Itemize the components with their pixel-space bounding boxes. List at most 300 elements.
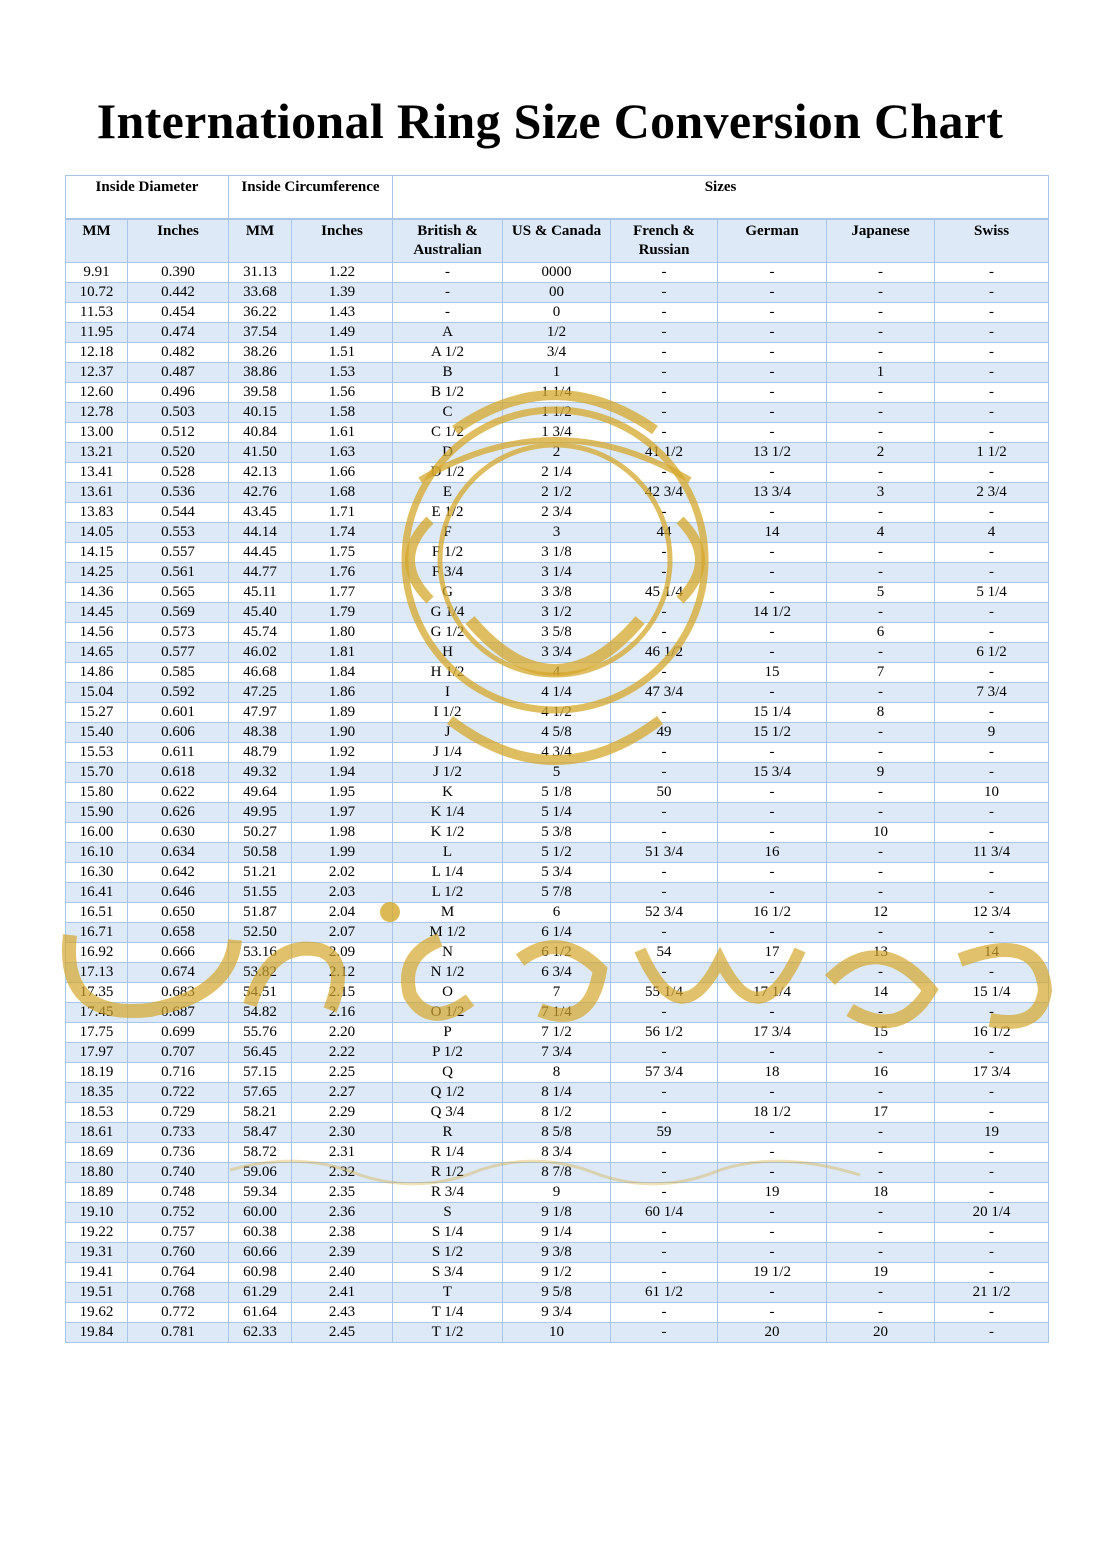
table-row <box>66 1043 1049 1063</box>
cell-circumference-mm: 31.13 <box>229 263 292 283</box>
cell-circumference-mm: 37.54 <box>229 323 292 343</box>
table-row <box>66 943 1049 963</box>
cell-japanese: - <box>827 343 935 363</box>
table-row <box>66 1063 1049 1083</box>
cell-japanese: - <box>827 283 935 303</box>
table-row <box>66 403 1049 423</box>
cell-british-australian: K 1/2 <box>393 823 503 843</box>
cell-diameter-inches: 0.606 <box>128 723 229 743</box>
cell-circumference-inches: 1.81 <box>292 643 393 663</box>
cell-diameter-inches: 0.622 <box>128 783 229 803</box>
cell-circumference-inches: 1.94 <box>292 763 393 783</box>
cell-japanese: 4 <box>827 523 935 543</box>
cell-circumference-mm: 45.40 <box>229 603 292 623</box>
cell-circumference-mm: 36.22 <box>229 303 292 323</box>
table-row <box>66 483 1049 503</box>
cell-japanese: - <box>827 743 935 763</box>
cell-british-australian: J 1/4 <box>393 743 503 763</box>
cell-circumference-inches: 1.56 <box>292 383 393 403</box>
cell-japanese: - <box>827 563 935 583</box>
cell-us-canada: 4 3/4 <box>503 743 611 763</box>
cell-german: - <box>718 363 827 383</box>
cell-diameter-mm: 14.15 <box>66 543 128 563</box>
cell-french-russian: - <box>611 423 718 443</box>
cell-circumference-mm: 61.29 <box>229 1283 292 1303</box>
cell-circumference-inches: 1.92 <box>292 743 393 763</box>
cell-circumference-inches: 1.66 <box>292 463 393 483</box>
cell-japanese: 6 <box>827 623 935 643</box>
header-sizes: Sizes <box>393 176 1049 220</box>
cell-german: - <box>718 1303 827 1323</box>
cell-circumference-inches: 1.76 <box>292 563 393 583</box>
cell-us-canada: 3 5/8 <box>503 623 611 643</box>
cell-diameter-inches: 0.666 <box>128 943 229 963</box>
cell-us-canada: 9 <box>503 1183 611 1203</box>
cell-circumference-mm: 57.15 <box>229 1063 292 1083</box>
table-row <box>66 1203 1049 1223</box>
cell-british-australian: E 1/2 <box>393 503 503 523</box>
cell-circumference-inches: 1.77 <box>292 583 393 603</box>
cell-circumference-mm: 56.45 <box>229 1043 292 1063</box>
cell-circumference-inches: 2.16 <box>292 1003 393 1023</box>
cell-diameter-mm: 13.83 <box>66 503 128 523</box>
cell-circumference-inches: 2.35 <box>292 1183 393 1203</box>
cell-japanese: 8 <box>827 703 935 723</box>
cell-french-russian: - <box>611 1003 718 1023</box>
cell-japanese: 18 <box>827 1183 935 1203</box>
cell-circumference-inches: 1.63 <box>292 443 393 463</box>
cell-german: - <box>718 323 827 343</box>
cell-japanese: - <box>827 683 935 703</box>
cell-german: 19 1/2 <box>718 1263 827 1283</box>
cell-diameter-mm: 14.65 <box>66 643 128 663</box>
cell-german: - <box>718 1123 827 1143</box>
cell-japanese: - <box>827 1043 935 1063</box>
cell-circumference-mm: 45.11 <box>229 583 292 603</box>
cell-diameter-inches: 0.553 <box>128 523 229 543</box>
cell-diameter-mm: 18.19 <box>66 1063 128 1083</box>
cell-swiss: 10 <box>935 783 1049 803</box>
cell-swiss: 5 1/4 <box>935 583 1049 603</box>
cell-british-australian: S 1/2 <box>393 1243 503 1263</box>
cell-german: - <box>718 283 827 303</box>
cell-circumference-mm: 49.32 <box>229 763 292 783</box>
cell-circumference-inches: 1.68 <box>292 483 393 503</box>
cell-us-canada: 9 1/8 <box>503 1203 611 1223</box>
cell-japanese: - <box>827 923 935 943</box>
cell-british-australian: R <box>393 1123 503 1143</box>
cell-diameter-mm: 12.78 <box>66 403 128 423</box>
cell-french-russian: - <box>611 603 718 623</box>
cell-circumference-mm: 48.38 <box>229 723 292 743</box>
cell-circumference-mm: 46.02 <box>229 643 292 663</box>
cell-us-canada: 8 3/4 <box>503 1143 611 1163</box>
cell-diameter-mm: 12.18 <box>66 343 128 363</box>
cell-diameter-mm: 19.22 <box>66 1223 128 1243</box>
cell-circumference-inches: 2.22 <box>292 1043 393 1063</box>
cell-swiss: 7 3/4 <box>935 683 1049 703</box>
cell-french-russian: - <box>611 703 718 723</box>
table-row <box>66 843 1049 863</box>
cell-german: - <box>718 1203 827 1223</box>
cell-swiss: - <box>935 863 1049 883</box>
table-row <box>66 1243 1049 1263</box>
page-title: International Ring Size Conversion Chart <box>96 93 1004 149</box>
cell-japanese: - <box>827 963 935 983</box>
cell-british-australian: G 1/4 <box>393 603 503 623</box>
cell-diameter-inches: 0.561 <box>128 563 229 583</box>
cell-german: 16 <box>718 843 827 863</box>
cell-german: 16 1/2 <box>718 903 827 923</box>
cell-swiss: - <box>935 1183 1049 1203</box>
cell-japanese: - <box>827 1203 935 1223</box>
cell-diameter-mm: 19.62 <box>66 1303 128 1323</box>
table-row <box>66 903 1049 923</box>
cell-british-australian: A <box>393 323 503 343</box>
cell-swiss: - <box>935 743 1049 763</box>
cell-french-russian: - <box>611 363 718 383</box>
cell-french-russian: - <box>611 343 718 363</box>
cell-circumference-mm: 60.38 <box>229 1223 292 1243</box>
cell-circumference-mm: 49.95 <box>229 803 292 823</box>
cell-diameter-inches: 0.733 <box>128 1123 229 1143</box>
cell-swiss: 1 1/2 <box>935 443 1049 463</box>
cell-japanese: - <box>827 503 935 523</box>
table-row <box>66 1183 1049 1203</box>
cell-french-russian: - <box>611 883 718 903</box>
cell-japanese: 14 <box>827 983 935 1003</box>
cell-swiss: - <box>935 303 1049 323</box>
cell-circumference-inches: 2.45 <box>292 1323 393 1343</box>
cell-swiss: - <box>935 1263 1049 1283</box>
cell-diameter-mm: 13.00 <box>66 423 128 443</box>
cell-swiss: - <box>935 763 1049 783</box>
cell-french-russian: - <box>611 323 718 343</box>
cell-japanese: 7 <box>827 663 935 683</box>
table-row <box>66 663 1049 683</box>
cell-circumference-mm: 60.00 <box>229 1203 292 1223</box>
cell-swiss: 6 1/2 <box>935 643 1049 663</box>
cell-swiss: 21 1/2 <box>935 1283 1049 1303</box>
cell-british-australian: G 1/2 <box>393 623 503 643</box>
cell-circumference-inches: 1.95 <box>292 783 393 803</box>
cell-diameter-inches: 0.736 <box>128 1143 229 1163</box>
cell-japanese: - <box>827 1223 935 1243</box>
cell-german: 13 1/2 <box>718 443 827 463</box>
cell-us-canada: 00 <box>503 283 611 303</box>
cell-british-australian: M <box>393 903 503 923</box>
cell-diameter-mm: 15.70 <box>66 763 128 783</box>
cell-diameter-inches: 0.764 <box>128 1263 229 1283</box>
table-row <box>66 1143 1049 1163</box>
cell-british-australian: J <box>393 723 503 743</box>
cell-swiss: - <box>935 343 1049 363</box>
cell-circumference-inches: 2.36 <box>292 1203 393 1223</box>
cell-us-canada: 9 1/2 <box>503 1263 611 1283</box>
cell-diameter-inches: 0.528 <box>128 463 229 483</box>
cell-diameter-mm: 15.53 <box>66 743 128 763</box>
cell-french-russian: 47 3/4 <box>611 683 718 703</box>
cell-diameter-inches: 0.482 <box>128 343 229 363</box>
cell-german: - <box>718 863 827 883</box>
cell-japanese: 12 <box>827 903 935 923</box>
cell-us-canada: 5 1/4 <box>503 803 611 823</box>
cell-circumference-mm: 43.45 <box>229 503 292 523</box>
cell-diameter-inches: 0.707 <box>128 1043 229 1063</box>
cell-diameter-mm: 18.89 <box>66 1183 128 1203</box>
cell-french-russian: 49 <box>611 723 718 743</box>
cell-diameter-inches: 0.740 <box>128 1163 229 1183</box>
cell-french-russian: - <box>611 923 718 943</box>
cell-diameter-mm: 12.60 <box>66 383 128 403</box>
cell-us-canada: 3 1/2 <box>503 603 611 623</box>
cell-british-australian: - <box>393 303 503 323</box>
cell-us-canada: 8 1/4 <box>503 1083 611 1103</box>
cell-circumference-inches: 1.90 <box>292 723 393 743</box>
cell-german: - <box>718 263 827 283</box>
cell-us-canada: 5 3/8 <box>503 823 611 843</box>
cell-circumference-inches: 1.49 <box>292 323 393 343</box>
cell-us-canada: 5 7/8 <box>503 883 611 903</box>
cell-german: 19 <box>718 1183 827 1203</box>
cell-german: - <box>718 823 827 843</box>
cell-german: - <box>718 883 827 903</box>
cell-us-canada: 5 3/4 <box>503 863 611 883</box>
cell-diameter-mm: 17.97 <box>66 1043 128 1063</box>
cell-french-russian: - <box>611 823 718 843</box>
cell-swiss: - <box>935 883 1049 903</box>
cell-diameter-inches: 0.757 <box>128 1223 229 1243</box>
col-french-russian: French & Russian <box>611 219 718 263</box>
table-row <box>66 1103 1049 1123</box>
cell-us-canada: 6 3/4 <box>503 963 611 983</box>
table-row <box>66 463 1049 483</box>
cell-us-canada: 2 1/2 <box>503 483 611 503</box>
table-row <box>66 703 1049 723</box>
cell-diameter-inches: 0.557 <box>128 543 229 563</box>
table-row <box>66 1003 1049 1023</box>
cell-circumference-inches: 2.43 <box>292 1303 393 1323</box>
cell-german: - <box>718 1083 827 1103</box>
cell-diameter-inches: 0.503 <box>128 403 229 423</box>
cell-us-canada: 0000 <box>503 263 611 283</box>
cell-circumference-inches: 2.04 <box>292 903 393 923</box>
table-row <box>66 303 1049 323</box>
cell-diameter-mm: 16.92 <box>66 943 128 963</box>
col-swiss: Swiss <box>935 219 1049 263</box>
cell-swiss: 20 1/4 <box>935 1203 1049 1223</box>
cell-french-russian: 41 1/2 <box>611 443 718 463</box>
cell-german: 15 1/4 <box>718 703 827 723</box>
table-row <box>66 503 1049 523</box>
table-row <box>66 423 1049 443</box>
cell-circumference-inches: 2.38 <box>292 1223 393 1243</box>
cell-diameter-mm: 18.69 <box>66 1143 128 1163</box>
cell-diameter-inches: 0.722 <box>128 1083 229 1103</box>
cell-circumference-mm: 49.64 <box>229 783 292 803</box>
cell-swiss: - <box>935 823 1049 843</box>
cell-french-russian: - <box>611 263 718 283</box>
cell-french-russian: - <box>611 1243 718 1263</box>
cell-british-australian: A 1/2 <box>393 343 503 363</box>
cell-japanese: - <box>827 1283 935 1303</box>
cell-diameter-inches: 0.768 <box>128 1283 229 1303</box>
cell-diameter-mm: 19.51 <box>66 1283 128 1303</box>
cell-japanese: - <box>827 1243 935 1263</box>
cell-diameter-inches: 0.585 <box>128 663 229 683</box>
cell-circumference-mm: 57.65 <box>229 1083 292 1103</box>
cell-circumference-inches: 2.31 <box>292 1143 393 1163</box>
cell-diameter-inches: 0.454 <box>128 303 229 323</box>
cell-japanese: - <box>827 423 935 443</box>
table-row <box>66 923 1049 943</box>
table-body <box>66 263 1049 1343</box>
table-row <box>66 383 1049 403</box>
cell-swiss: - <box>935 363 1049 383</box>
table-row <box>66 783 1049 803</box>
cell-diameter-mm: 16.30 <box>66 863 128 883</box>
col-us-canada: US & Canada <box>503 219 611 263</box>
cell-us-canada: 5 1/2 <box>503 843 611 863</box>
cell-german: 13 3/4 <box>718 483 827 503</box>
col-circumference-inches: Inches <box>292 219 393 263</box>
cell-us-canada: 7 3/4 <box>503 1043 611 1063</box>
cell-british-australian: Q 3/4 <box>393 1103 503 1123</box>
cell-japanese: - <box>827 883 935 903</box>
cell-us-canada: 8 <box>503 1063 611 1083</box>
cell-us-canada: 7 1/2 <box>503 1023 611 1043</box>
cell-diameter-inches: 0.601 <box>128 703 229 723</box>
table-row <box>66 1023 1049 1043</box>
cell-swiss: - <box>935 1103 1049 1123</box>
cell-japanese: - <box>827 263 935 283</box>
cell-french-russian: - <box>611 1323 718 1343</box>
cell-diameter-inches: 0.630 <box>128 823 229 843</box>
cell-circumference-inches: 2.03 <box>292 883 393 903</box>
cell-german: 17 <box>718 943 827 963</box>
cell-swiss: - <box>935 543 1049 563</box>
cell-circumference-mm: 59.06 <box>229 1163 292 1183</box>
table-row <box>66 363 1049 383</box>
cell-diameter-inches: 0.569 <box>128 603 229 623</box>
cell-swiss: - <box>935 383 1049 403</box>
cell-japanese: 9 <box>827 763 935 783</box>
cell-french-russian: - <box>611 1303 718 1323</box>
cell-german: - <box>718 1003 827 1023</box>
table-row <box>66 1303 1049 1323</box>
cell-us-canada: 8 7/8 <box>503 1163 611 1183</box>
cell-diameter-inches: 0.474 <box>128 323 229 343</box>
cell-german: 20 <box>718 1323 827 1343</box>
cell-british-australian: C <box>393 403 503 423</box>
cell-circumference-mm: 42.13 <box>229 463 292 483</box>
cell-diameter-inches: 0.752 <box>128 1203 229 1223</box>
cell-german: - <box>718 343 827 363</box>
cell-us-canada: 1 3/4 <box>503 423 611 443</box>
cell-japanese: - <box>827 403 935 423</box>
cell-diameter-inches: 0.390 <box>128 263 229 283</box>
cell-diameter-mm: 16.00 <box>66 823 128 843</box>
cell-swiss: - <box>935 923 1049 943</box>
cell-diameter-mm: 10.72 <box>66 283 128 303</box>
cell-circumference-mm: 58.72 <box>229 1143 292 1163</box>
cell-british-australian: Q <box>393 1063 503 1083</box>
cell-german: 15 <box>718 663 827 683</box>
cell-diameter-mm: 13.21 <box>66 443 128 463</box>
cell-french-russian: - <box>611 623 718 643</box>
cell-french-russian: 56 1/2 <box>611 1023 718 1043</box>
cell-british-australian: G <box>393 583 503 603</box>
cell-us-canada: 9 3/8 <box>503 1243 611 1263</box>
cell-diameter-mm: 19.41 <box>66 1263 128 1283</box>
col-diameter-inches: Inches <box>128 219 229 263</box>
cell-diameter-inches: 0.716 <box>128 1063 229 1083</box>
table-row <box>66 883 1049 903</box>
cell-british-australian: C 1/2 <box>393 423 503 443</box>
cell-british-australian: O <box>393 983 503 1003</box>
cell-circumference-mm: 33.68 <box>229 283 292 303</box>
cell-diameter-inches: 0.674 <box>128 963 229 983</box>
cell-japanese: - <box>827 803 935 823</box>
cell-us-canada: 1 1/4 <box>503 383 611 403</box>
table-row <box>66 863 1049 883</box>
cell-japanese: - <box>827 1003 935 1023</box>
cell-japanese: 16 <box>827 1063 935 1083</box>
cell-british-australian: I 1/2 <box>393 703 503 723</box>
table-row <box>66 603 1049 623</box>
cell-german: - <box>718 303 827 323</box>
cell-circumference-mm: 40.84 <box>229 423 292 443</box>
cell-british-australian: H <box>393 643 503 663</box>
cell-diameter-inches: 0.618 <box>128 763 229 783</box>
cell-french-russian: - <box>611 1183 718 1203</box>
cell-french-russian: - <box>611 543 718 563</box>
cell-diameter-mm: 15.80 <box>66 783 128 803</box>
cell-us-canada: 8 1/2 <box>503 1103 611 1123</box>
cell-british-australian: M 1/2 <box>393 923 503 943</box>
cell-circumference-mm: 51.87 <box>229 903 292 923</box>
cell-british-australian: K 1/4 <box>393 803 503 823</box>
cell-us-canada: 2 3/4 <box>503 503 611 523</box>
cell-diameter-mm: 18.80 <box>66 1163 128 1183</box>
cell-japanese: - <box>827 1143 935 1163</box>
cell-british-australian: D <box>393 443 503 463</box>
cell-british-australian: L 1/2 <box>393 883 503 903</box>
cell-japanese: - <box>827 383 935 403</box>
cell-swiss: 17 3/4 <box>935 1063 1049 1083</box>
cell-british-australian: B 1/2 <box>393 383 503 403</box>
cell-british-australian: T 1/2 <box>393 1323 503 1343</box>
cell-german: - <box>718 543 827 563</box>
cell-circumference-mm: 44.14 <box>229 523 292 543</box>
cell-japanese: 1 <box>827 363 935 383</box>
cell-circumference-inches: 2.07 <box>292 923 393 943</box>
cell-british-australian: P 1/2 <box>393 1043 503 1063</box>
col-diameter-mm: MM <box>66 219 128 263</box>
cell-circumference-mm: 60.98 <box>229 1263 292 1283</box>
cell-diameter-mm: 18.53 <box>66 1103 128 1123</box>
cell-diameter-mm: 14.86 <box>66 663 128 683</box>
table-row <box>66 563 1049 583</box>
cell-diameter-mm: 11.95 <box>66 323 128 343</box>
cell-diameter-inches: 0.699 <box>128 1023 229 1043</box>
cell-swiss: 12 3/4 <box>935 903 1049 923</box>
cell-japanese: - <box>827 323 935 343</box>
cell-french-russian: 60 1/4 <box>611 1203 718 1223</box>
cell-circumference-inches: 1.79 <box>292 603 393 623</box>
cell-circumference-mm: 54.82 <box>229 1003 292 1023</box>
cell-circumference-mm: 55.76 <box>229 1023 292 1043</box>
